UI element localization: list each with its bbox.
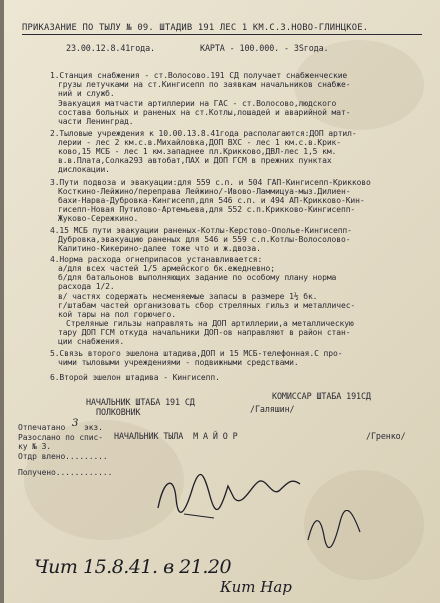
body-line: грузы летучками на ст.Кингисепп по заявкам начальников снабже- xyxy=(58,80,351,89)
body-line: ции снабжения. xyxy=(58,337,125,346)
body-line: Косткино-Лейжино/переправа Лейжино/-Ивово-Ламмицуа-мыз.Дилиен- xyxy=(58,187,351,196)
body-line: лерии - лес 2 км.с.в.Михайловка,ДОП ВХС - лес 1 км.с.в.Крик- xyxy=(58,138,341,147)
body-line: Дубровка,эвакуацию раненых для 546 и 559 с.п.Котлы-Волосолово- xyxy=(58,235,351,244)
received-label: Получено............ xyxy=(18,468,113,477)
body-line: ний и служб. xyxy=(58,89,115,98)
chief-of-staff-name: /Галяшин/ xyxy=(250,404,295,414)
handwritten-read-note: Чит 15.8.41. в 21.20 xyxy=(34,556,232,578)
body-line: б/для батальонов выполняющих задание по особому плану норма xyxy=(58,273,337,282)
body-line: дислокации. xyxy=(58,165,110,174)
body-line: Стреляные гильзы направлять на ДОП артиллерии,а металлическую xyxy=(66,319,354,328)
body-line: чими тыловыми учреждениями - подвижными средствами. xyxy=(58,358,299,367)
copies-count-handwritten: 3 xyxy=(72,418,79,429)
body-line: 3.Пути подвоза и эвакуации:для 559 с.п. и 504 ГАП-Кингисепп-Крикково xyxy=(50,178,371,187)
body-line: г/штабам частей организовать сбор стреляных гильз и металличес- xyxy=(58,301,356,310)
body-line: 5.Связь второго эшелона штадива,ДОП и 15 МСБ-телефонная.С про- xyxy=(50,349,343,358)
body-line: 6.Второй эшелон штадива - Кингисепп. xyxy=(50,373,220,382)
body-line: бахи-Нарва-Дубровка-Кингисепп,для 546 с.п. и 494 АП-Крикково-Кин- xyxy=(58,196,365,205)
body-line: 4.Норма расхода огнеприпасов устанавливается: xyxy=(50,255,263,264)
chief-of-staff-title: НАЧАЛЬНИК ШТАБА 191 СД xyxy=(86,397,195,407)
body-line: в/ частях содержать несменяемые запасы в размере 1½ бк. xyxy=(58,292,318,301)
body-line: Жуково-Сережкино. xyxy=(58,214,139,223)
copies-label: экз. xyxy=(84,423,103,432)
body-line: части Ленинград. xyxy=(58,117,134,126)
dispatch-label: Отдр влено......... xyxy=(18,452,108,461)
body-line: в.в.Плата,Солка293 автобат,ПАХ и ДОП ГСМ в прежних пунктах xyxy=(58,156,332,165)
body-line: 4.15 МСБ пути эвакуации раненых-Котлы-Керстово-Ополье-Кингисепп- xyxy=(50,226,352,235)
map-reference: КАРТА - 100.000. - 3Sгода. xyxy=(200,43,329,53)
handwritten-initials: Кит Нар xyxy=(220,578,292,596)
body-line: 2.Тыловые учреждения к 10.00.13.8.41года располагаются:ДОП артил- xyxy=(50,129,357,138)
order-title: ПРИКАЗАНИЕ ПО ТЫЛУ № 09. ШТАДИВ 191 ЛЕС 1 КМ.С.З.НОВО-ГЛИНЦКОЕ. xyxy=(22,23,369,33)
body-line: тару ДОП ГСМ откуда начальники ДОП-ов направляют в район стан- xyxy=(58,328,351,337)
body-line: Калитино-Кикерино-далее тоже что и ж.двоза. xyxy=(58,244,261,253)
chief-of-rear-name: /Гренко/ xyxy=(366,431,406,441)
chief-of-staff-rank: ПОЛКОВНИК xyxy=(96,407,141,417)
body-line: ково,15 МСБ - лес 1 км.западнее пл.Крикково,ДВЛ-лес 1,5 км. xyxy=(58,147,337,156)
body-line: состава больных и раненых на ст.Котлы,лошадей и аварийной мат- xyxy=(58,108,351,117)
handwritten-signature xyxy=(304,510,364,550)
order-date: 23.00.12.8.41года. xyxy=(66,43,155,53)
printed-label: Отпечатано xyxy=(18,423,66,432)
title-underline xyxy=(22,34,422,35)
handwritten-signature xyxy=(154,468,304,522)
body-line: Эвакуация матчасти артиллерии на ГАС - ст.Волосово,людского xyxy=(58,99,337,108)
sent-list-label: ку № 3. xyxy=(18,442,52,451)
sent-label: Разослано по спис- xyxy=(18,433,103,442)
chief-of-rear-title: НАЧАЛЬНИК ТЫЛА М А Й О Р xyxy=(114,431,238,441)
commissar-title: КОМИССАР ШТАБА 191СД xyxy=(272,391,371,401)
body-line: 1.Станция снабжения - ст.Волосово.191 СД получает снабженческие xyxy=(50,71,348,80)
body-line: кой тары на пол горючего. xyxy=(58,310,176,319)
body-line: гисепп-Новая Путилово-Артемьева,для 552 с.п.Крикково-Кингисепп- xyxy=(58,205,356,214)
body-line: расхода 1/2. xyxy=(58,282,115,291)
body-line: а/для всех частей 1/5 армейского бк.ежедневно; xyxy=(58,264,275,273)
